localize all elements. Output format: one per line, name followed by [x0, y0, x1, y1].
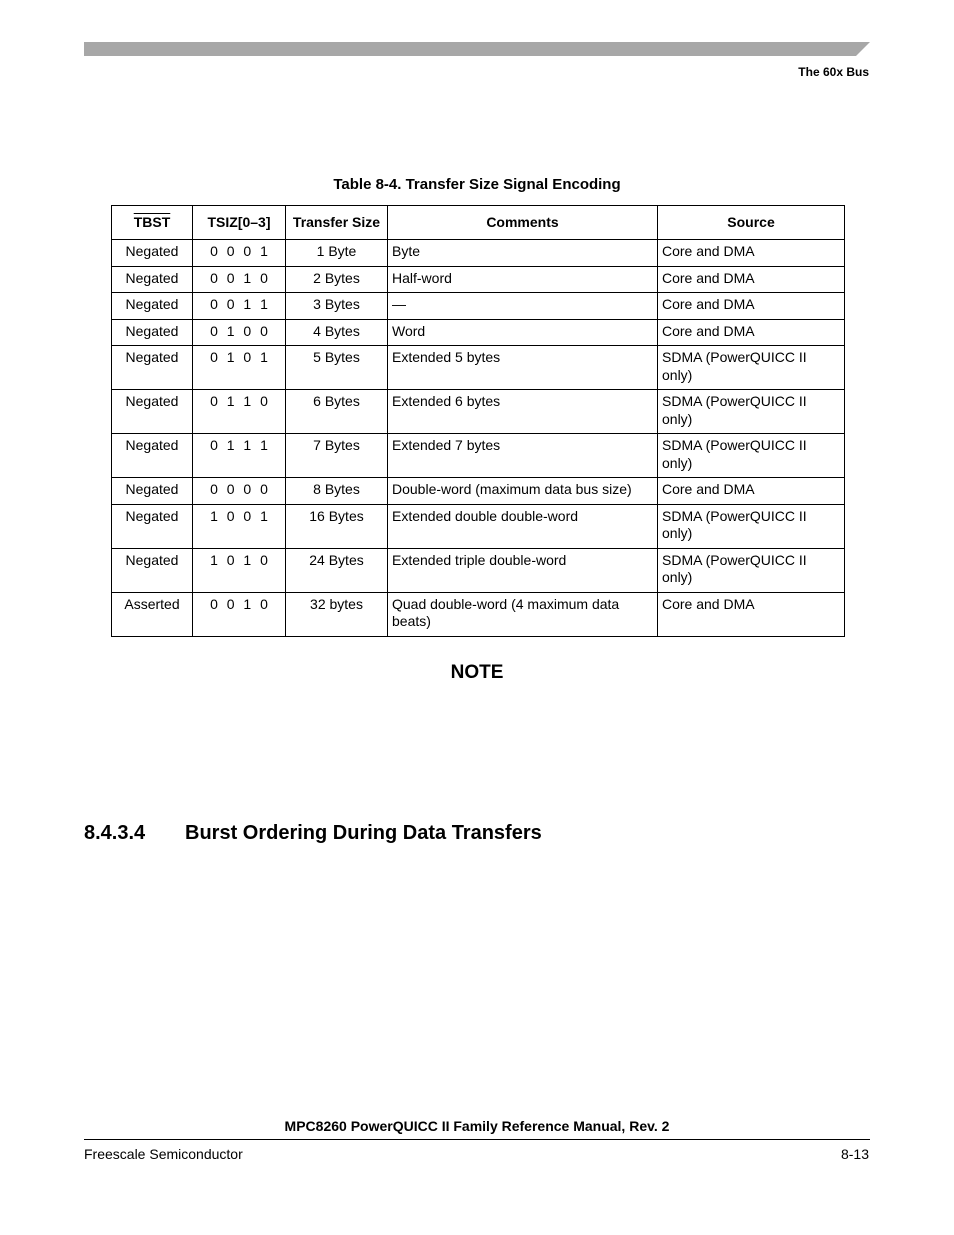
cell-tbst: Negated — [112, 346, 193, 390]
table-row — [112, 478, 845, 505]
footer-publisher: Freescale Semiconductor — [84, 1146, 243, 1162]
table-caption: Table 8-4. Transfer Size Signal Encoding — [333, 176, 621, 193]
column-header-comments: Comments — [388, 206, 658, 240]
cell-tbst: Negated — [112, 293, 193, 320]
cell-tsiz: 0 1 1 1 — [193, 434, 286, 478]
cell-source: Core and DMA — [658, 266, 845, 293]
cell-comments: Half-word — [388, 266, 658, 293]
section-heading — [84, 822, 542, 845]
cell-tsiz: 0 1 0 0 — [193, 319, 286, 346]
cell-tbst: Negated — [112, 548, 193, 592]
cell-comments: Byte — [388, 240, 658, 267]
cell-comments: Extended triple double-word — [388, 548, 658, 592]
cell-comments: Extended 5 bytes — [388, 346, 658, 390]
cell-source: Core and DMA — [658, 592, 845, 636]
cell-transfer-size: 6 Bytes — [286, 390, 388, 434]
cell-tbst: Negated — [112, 266, 193, 293]
cell-source: Core and DMA — [658, 240, 845, 267]
cell-source: Core and DMA — [658, 478, 845, 505]
note-heading: NOTE — [450, 662, 504, 683]
section-number: 8.4.3.4 — [84, 822, 146, 844]
running-head: The 60x Bus — [798, 65, 869, 79]
cell-transfer-size: 1 Byte — [286, 240, 388, 267]
cell-transfer-size: 24 Bytes — [286, 548, 388, 592]
footer-divider — [84, 1139, 870, 1140]
cell-comments: Quad double-word (4 maximum data beats) — [388, 592, 658, 636]
cell-transfer-size: 32 bytes — [286, 592, 388, 636]
table-row — [112, 548, 845, 592]
table-row — [112, 390, 845, 434]
cell-source: Core and DMA — [658, 293, 845, 320]
cell-comments: Extended 6 bytes — [388, 390, 658, 434]
cell-tsiz: 0 1 1 0 — [193, 390, 286, 434]
column-header-tsiz: TSIZ[0–3] — [193, 206, 286, 240]
table-row — [112, 504, 845, 548]
cell-tbst: Negated — [112, 390, 193, 434]
table-row — [112, 240, 845, 267]
cell-source: SDMA (PowerQUICC II only) — [658, 434, 845, 478]
cell-source: SDMA (PowerQUICC II only) — [658, 346, 845, 390]
cell-transfer-size: 8 Bytes — [286, 478, 388, 505]
cell-comments: Extended double double-word — [388, 504, 658, 548]
table-row — [112, 266, 845, 293]
cell-source: Core and DMA — [658, 319, 845, 346]
transfer-size-table — [111, 205, 845, 637]
header-bar — [84, 42, 870, 56]
cell-tbst: Asserted — [112, 592, 193, 636]
cell-tsiz: 0 1 0 1 — [193, 346, 286, 390]
cell-transfer-size: 4 Bytes — [286, 319, 388, 346]
cell-tbst: Negated — [112, 478, 193, 505]
cell-tbst: Negated — [112, 319, 193, 346]
cell-transfer-size: 7 Bytes — [286, 434, 388, 478]
cell-comments: Extended 7 bytes — [388, 434, 658, 478]
table-row — [112, 293, 845, 320]
cell-source: SDMA (PowerQUICC II only) — [658, 548, 845, 592]
column-header-transfer-size: Transfer Size — [286, 206, 388, 240]
table-header-row — [112, 206, 845, 240]
column-header-source: Source — [658, 206, 845, 240]
cell-transfer-size: 3 Bytes — [286, 293, 388, 320]
column-header-tbst: TBST — [112, 206, 193, 240]
cell-comments: — — [388, 293, 658, 320]
cell-tbst: Negated — [112, 504, 193, 548]
cell-tsiz: 0 0 1 0 — [193, 592, 286, 636]
cell-comments: Word — [388, 319, 658, 346]
table-row — [112, 346, 845, 390]
cell-transfer-size: 16 Bytes — [286, 504, 388, 548]
page-number: 8-13 — [840, 1146, 869, 1162]
cell-source: SDMA (PowerQUICC II only) — [658, 504, 845, 548]
cell-transfer-size: 5 Bytes — [286, 346, 388, 390]
cell-source: SDMA (PowerQUICC II only) — [658, 390, 845, 434]
footer-title: MPC8260 PowerQUICC II Family Reference Manual, Rev. 2 — [284, 1118, 670, 1134]
cell-tsiz: 0 0 1 0 — [193, 266, 286, 293]
cell-tsiz: 1 0 0 1 — [193, 504, 286, 548]
table-row — [112, 434, 845, 478]
cell-tsiz: 1 0 1 0 — [193, 548, 286, 592]
cell-tbst: Negated — [112, 434, 193, 478]
cell-tsiz: 0 0 0 0 — [193, 478, 286, 505]
table-row — [112, 592, 845, 636]
cell-transfer-size: 2 Bytes — [286, 266, 388, 293]
cell-tbst: Negated — [112, 240, 193, 267]
cell-comments: Double-word (maximum data bus size) — [388, 478, 658, 505]
section-title: Burst Ordering During Data Transfers — [185, 822, 542, 844]
cell-tsiz: 0 0 0 1 — [193, 240, 286, 267]
table-row — [112, 319, 845, 346]
cell-tsiz: 0 0 1 1 — [193, 293, 286, 320]
